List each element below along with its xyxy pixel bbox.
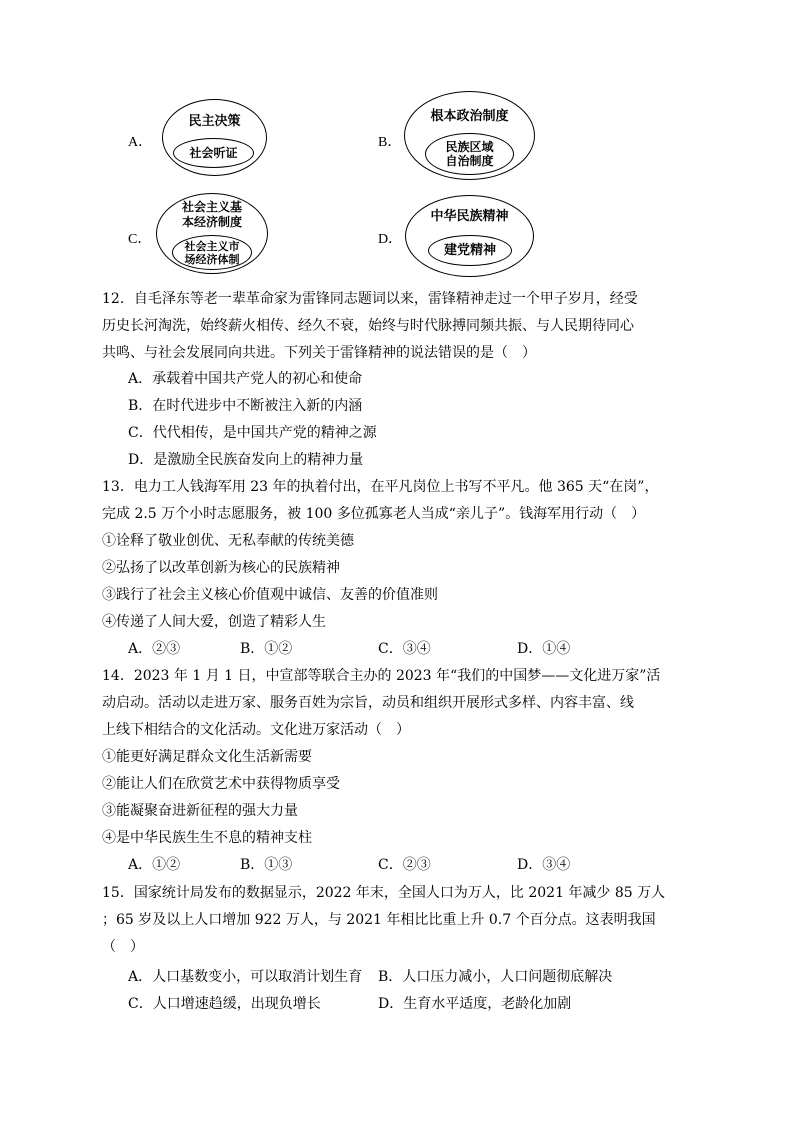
- q13-stem-line-2: 完成 2.5 万个小时志愿服务，被 100 多位孤寡老人当成“亲儿子”。钱海军用行动（ ）: [102, 506, 646, 522]
- q14-stem-line-1: 14．2023 年 1 月 1 日，中宣部等联合主办的 2023 年“我们的中国梦——文化进万家”活: [102, 668, 661, 684]
- q14-stem-line-2: 动启动。活动以走进万家、服务百姓为宗旨，动员和组织开展形式多样、内容丰富、线: [102, 695, 634, 711]
- option-b-outer-ellipse: [404, 91, 535, 180]
- q14-option-d: D．③④: [517, 857, 571, 873]
- option-b-inner-text: 民族区域 自治制度: [445, 140, 494, 168]
- q14-item-3: ③能凝聚奋进新征程的强大力量: [102, 803, 298, 819]
- q15-option-b: B．人口压力减小，人口问题彻底解决: [378, 969, 613, 985]
- q14-item-4: ④是中华民族生生不息的精神支柱: [102, 830, 312, 846]
- q12-stem-line-3: 共鸣、与社会发展同向共进。下列关于雷锋精神的说法错误的是（ ）: [102, 345, 536, 361]
- option-c-inner-text: 社会主义市 场经济体制: [184, 239, 240, 266]
- q14-item-2: ②能让人们在欣赏艺术中获得物质享受: [102, 776, 340, 792]
- q13-item-2: ②弘扬了以改革创新为核心的民族精神: [102, 560, 340, 576]
- option-c-outer-ellipse: [156, 193, 268, 274]
- q14-item-1: ①能更好满足群众文化生活新需要: [102, 749, 312, 765]
- option-d-inner-text: 建党精神: [443, 242, 496, 258]
- q13-option-d: D．①④: [517, 641, 571, 657]
- q14-option-a: A．①②: [128, 857, 181, 873]
- option-c-inner-ellipse: [172, 235, 252, 270]
- option-a-outer-ellipse: [162, 99, 267, 176]
- q13-item-1: ①诠释了敬业创优、无私奉献的传统美德: [102, 533, 354, 549]
- option-a-label: A．: [128, 135, 153, 150]
- q15-stem-line-3: （ ）: [102, 939, 144, 955]
- q12-stem-line-1: 12．自毛泽东等老一辈革命家为雷锋同志题词以来，雷锋精神走过一个甲子岁月，经受: [102, 291, 638, 307]
- option-d-outer-ellipse: [405, 195, 534, 277]
- q13-option-a: A．②③: [128, 641, 181, 657]
- q13-option-b: B．①②: [240, 641, 293, 657]
- option-d-outer-text: 中华民族精神: [430, 209, 509, 224]
- q15-stem-line-2: ；65 岁及以上人口增加 922 万人，与 2021 年相比比重上升 0.7 个百分点。这表明我国: [102, 912, 656, 928]
- q15-stem-line-1: 15．国家统计局发布的数据显示，2022 年末，全国人口为万人，比 2021 年减少 85 万人: [102, 885, 666, 901]
- option-d-inner-ellipse: [428, 235, 512, 266]
- q12-stem-line-2: 历史长河淘洗，始终薪火相传、经久不衰，始终与时代脉搏同频共振、与人民期待同心: [102, 318, 634, 334]
- q15-option-d: D．生育水平适度，老龄化加剧: [378, 996, 572, 1012]
- q14-option-c: C．②③: [378, 857, 431, 873]
- q13-item-3: ③践行了社会主义核心价值观中诚信、友善的价值准则: [102, 587, 438, 603]
- q15-option-a: A．人口基数变小，可以取消计划生育: [128, 969, 363, 985]
- option-a-outer-text: 民主决策: [188, 114, 241, 129]
- q14-option-b: B．①③: [240, 857, 293, 873]
- q13-option-c: C．③④: [378, 641, 431, 657]
- option-d-label: D．: [378, 232, 403, 247]
- option-b-label: B．: [378, 135, 402, 150]
- q13-item-4: ④传递了人间大爱，创造了精彩人生: [102, 614, 326, 630]
- q12-option-a: A．承载着中国共产党人的初心和使命: [128, 371, 363, 387]
- q12-option-b: B．在时代进步中不断被注入新的内涵: [128, 398, 363, 414]
- q12-option-c: C．代代相传，是中国共产党的精神之源: [128, 425, 377, 441]
- option-b-outer-text: 根本政治制度: [430, 109, 509, 124]
- q13-stem-line-1: 13．电力工人钱海军用 23 年的执着付出，在平凡岗位上书写不平凡。他 365 天“在岗”，: [102, 479, 659, 495]
- option-c-outer-text: 社会主义基 本经济制度: [181, 200, 242, 229]
- q14-stem-line-3: 上线下相结合的文化活动。文化进万家活动（ ）: [102, 722, 410, 738]
- q12-option-d: D．是激励全民族奋发向上的精神力量: [128, 452, 364, 468]
- q15-option-c: C．人口增速趋缓，出现负增长: [128, 996, 321, 1012]
- option-b-inner-ellipse: [425, 133, 514, 175]
- option-c-label: C．: [128, 232, 152, 247]
- option-a-inner-ellipse: [173, 138, 254, 168]
- option-a-inner-text: 社会听证: [189, 146, 238, 160]
